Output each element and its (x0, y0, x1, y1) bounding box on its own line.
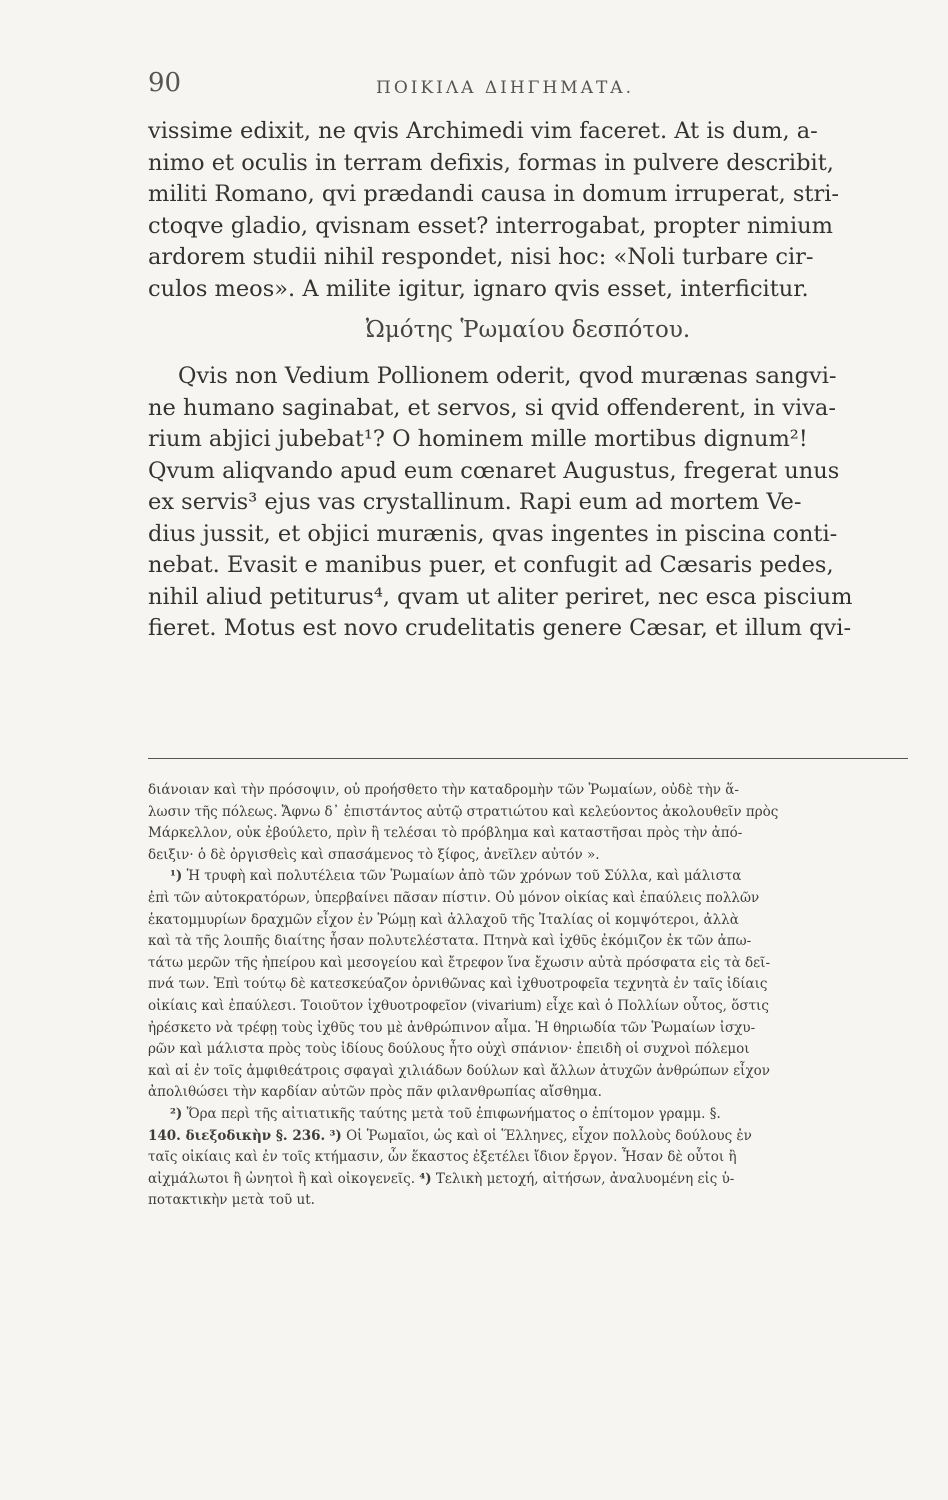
text-line: fieret. Motus est novo crudelitatis genere Cæsar, et illum qvi- (148, 615, 852, 641)
text-line: ne humano saginabat, et servos, si qvid offenderent, in viva- (148, 394, 836, 421)
footnote-divider (148, 758, 908, 759)
text-line: culos meos». A milite igitur, ignaro qvis esset, interficitur. (148, 275, 809, 302)
footnote-text: Οἱ Ῥωμαῖοι, ὡς καὶ οἱ Ἕλληνες, εἶχον πολλοὺς δούλους ἐν (341, 1127, 752, 1144)
footnote-1 (148, 866, 908, 888)
footnote-line: τάτω μερῶν τῆς ἠπείρου καὶ μεσογείου καὶ ἔτρεφον ἵνα ἔχωσιν αὐτὰ πρόσφατα εἰς τὰ δεῖ- (148, 954, 771, 971)
text-line: nihil aliud petiturus⁴, qvam ut aliter periret, nec esca piscium (148, 583, 853, 610)
footnote-line: Μάρκελλον, οὐκ ἐβούλετο, πρὶν ἢ τελέσαι τὸ πρόβλημα καὶ καταστῆσαι πρὸς τὴν ἀπό- (148, 825, 743, 842)
text-line: ardorem studii nihil respondet, nisi hoc: «Noli turbare cir- (148, 244, 814, 270)
footnote-line: πνά των. Ἐπὶ τούτῳ δὲ κατεσκεύαζον ὀρνιθῶνας καὶ ἰχθυοτροφεῖα τεχνητὰ ἐν ταῖς ἰδίαις (148, 976, 768, 993)
footnote-marker: ⁴) (419, 1170, 432, 1187)
footnote-line: διάνοιαν καὶ τὴν πρόσοψιν, οὐ προήσθετο τὴν καταδρομὴν τῶν Ῥωμαίων, οὐδὲ τὴν ἅ- (148, 782, 739, 798)
text-line: ctoqve gladio, qvisnam esset? interrogabat, propter nimium (148, 212, 833, 239)
footnote-line: δειξιν· ὁ δὲ ὀργισθεὶς καὶ σπασάμενος τὸ ξίφος, ἀνεῖλεν αὐτόν ». (148, 846, 600, 863)
main-text (148, 116, 908, 645)
text-line: Qvum aliqvando apud eum cœnaret Augustus, fregerat unus (148, 457, 840, 484)
footnote-line: ταῖς οἰκίαις καὶ ἐν τοῖς κτήμασιν, ὧν ἕκαστος ἐξετέλει ἴδιον ἔργον. Ἦσαν δὲ οὗτοι ἢ (148, 1149, 737, 1166)
running-title: ΠΟΙΚΙΛΑ ΔΙΗΓΗΜΑΤΑ. (376, 78, 634, 98)
footnote-line: λωσιν τῆς πόλεως. Ἄφνω δ᾽ ἐπιστάντος αὐτῷ στρατιώτου καὶ κελεύοντος ἀκολουθεῖν πρὸς (148, 803, 779, 820)
page-header (148, 64, 908, 104)
footnote-text: Ἡ τρυφὴ καὶ πολυτέλεια τῶν Ῥωμαίων ἀπὸ τῶν χρόνων τοῦ Σύλλα, καὶ μάλιστα (182, 868, 742, 885)
footnote-line: ἀπολιθώσει τὴν καρδίαν αὐτῶν πρὸς πᾶν φιλανθρωπίας αἴσθημα. (148, 1084, 602, 1101)
text-line: ex servis³ ejus vas crystallinum. Rapi eum ad mortem Ve- (148, 489, 802, 515)
text-line: militi Romano, qvi prædandi causa in domum irruperat, stri- (148, 181, 840, 207)
footnote-line: οἰκίαις καὶ ἐπαύλεσι. Τοιοῦτον ἰχθυοτροφεῖον (vivarium) εἶχε καὶ ὁ Πολλίων οὗτος, ὅστις (148, 997, 769, 1014)
footnote-text: αἰχμάλωτοι ἢ ὠνητοὶ ἢ καὶ οἰκογενεῖς. (148, 1170, 416, 1187)
text-line: vissime edixit, ne qvis Archimedi vim faceret. At is dum, a- (148, 118, 818, 144)
footnote-2 (148, 1104, 908, 1126)
page-number: 90 (148, 68, 182, 98)
footnote-marker: ³) (329, 1127, 342, 1144)
footnote-3-4-line (148, 1169, 908, 1191)
text-line: dius jussit, et objici murænis, qvas ingentes in piscina conti- (148, 520, 838, 547)
text-line: Qvis non Vedium Pollionem oderit, qvod murænas sangvi- (178, 363, 837, 389)
footnote-text: 140. διεξοδικὴν §. 236. (148, 1127, 326, 1144)
footnote-2-3-line (148, 1126, 908, 1148)
footnote-text: Τελικὴ μετοχή, αἰτήσων, ἀναλυομένη εἰς ὑ- (431, 1170, 735, 1187)
section-heading: Ὠμότης Ῥωμαίου δεσπότου. (365, 317, 691, 343)
footnote-marker: ²) (170, 1105, 183, 1122)
text-line: nimo et oculis in terram defixis, formas in pulvere describit, (148, 149, 834, 176)
text-line: nebat. Evasit e manibus puer, et confugit ad Cæsaris pedes, (148, 552, 834, 578)
footnote-line: καὶ αἱ ἐν τοῖς ἀμφιθεάτροις σφαγαὶ χιλιάδων δούλων καὶ ἄλλων ἀτυχῶν ἀνθρώπων εἶχον (148, 1062, 770, 1079)
footnote-marker: ¹) (170, 868, 183, 885)
footnote-line: ἐπὶ τῶν αὐτοκρατόρων, ὑπερβαίνει πᾶσαν πίστιν. Οὐ μόνον οἰκίας καὶ ἐπαύλεις πολλῶν (148, 889, 760, 906)
footnote-line: ρῶν καὶ μάλιστα πρὸς τοὺς ἰδίους δούλους ἦτο οὐχὶ σπάνιον· ἐπειδὴ οἱ συχνοὶ πόλεμοι (148, 1041, 750, 1058)
footnote-line: ἑκατομμυρίων δραχμῶν εἶχον ἐν Ῥώμῃ καὶ ἀλλαχοῦ τῆς Ἰταλίας οἱ κομψότεροι, ἀλλὰ (148, 911, 739, 928)
footnote-text: Ὅρα περὶ τῆς αἰτιατικῆς ταύτης μετὰ τοῦ ἐπιφωνήματος ο ἐπίτομον γραμμ. §. (182, 1105, 721, 1122)
text-line: rium abjici jubebat¹? O hominem mille mortibus dignum²! (148, 426, 808, 452)
footnote-line: καὶ τὰ τῆς λοιπῆς διαίτης ἦσαν πολυτελέστατα. Πτηνὰ καὶ ἰχθῦς ἐκόμιζον ἐκ τῶν ἀπω- (148, 933, 752, 950)
footnote-line: ἠρέσκετο νὰ τρέφῃ τοὺς ἰχθῦς του μὲ ἀνθρώπινον αἷμα. Ἡ θηριωδία τῶν Ῥωμαίων ἰσχυ- (148, 1019, 756, 1036)
footnote-line: ποτακτικὴν μετὰ τοῦ ut. (148, 1192, 315, 1209)
footnotes (148, 780, 908, 1212)
